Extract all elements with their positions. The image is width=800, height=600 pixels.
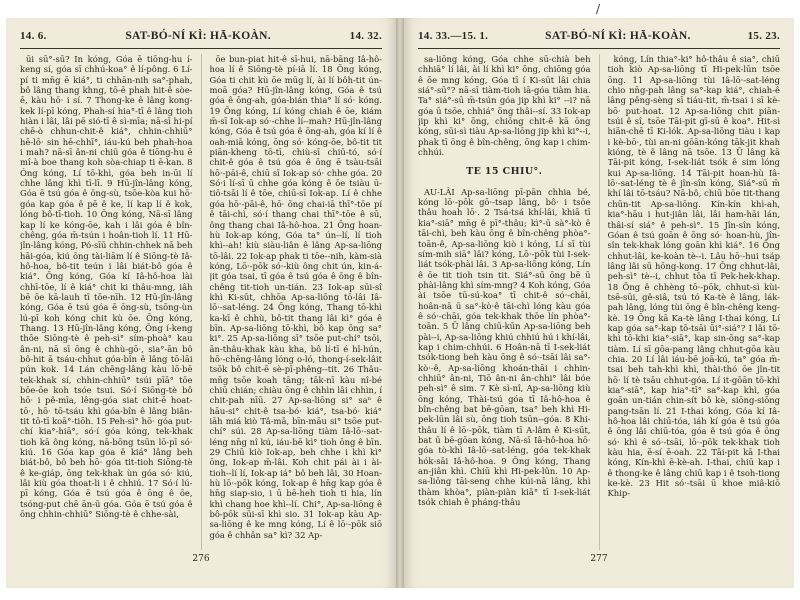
right-header-ref-start: 14. 33.—15. 1.: [418, 30, 489, 42]
left-header-ref-end: 14. 32.: [349, 30, 382, 42]
left-header-rule: [20, 48, 382, 49]
right-column-2-text: kóng, Lín thia°-ki° hô-thâu ê sia°, chiū tioh kiò Ap-sa-liōng tī Hi-pek-lūn tsōe ōng. 11 Ap-sa-liōng tùi Iâ-lō·-sat-léng chio nn̄g-pah lâng sa°-kap kiá°, chiah-ê lâng pêng-sèng sī tiáu-tit, m̄-tsai i sī kè-bō· put-hoat. 12 Ap-sa-liōng chit piān-tsúi ê sî, tsōe Tāi-pit gī-sū ê koa°. Hit-sì hiān-chē tī Ki-lók. Ap-sa-liōng tiàu i kap i kè-bō·, tùi an-ni gōān-kóng tāk-jit khah kióng, tè ê lâng nā tsōe. 13 Ū lâng kā Tāi-pit kóng, I-sek-liát tsók ê sim lóng kui Ap-sa-liōng. 14 Tāi-pit hoan-hù Iâ-lō·-sat-léng tè ê jîn-sîn kóng, Siá°-sū m̄ khí lâi tō-tsáu? Nā-bô, chiū bōe tit-thang chūn-tit Ap-sa-liōng. Kín-kín khì-ah, kia°-hāu i hut-jiân lâi, lâi ham-hāi lán, thâi-sí siá° ê peh-sì°. 15 Jîn-sîn kóng, Góan ê tsú goān ê ōng só· hoan-hù, jîn-sîn tek-khak lóng goān khì kiá°. 16 Ōng chhut-lâi, ke-koàn tè--i. Lâu hō·-hui tsáp lâng lâi sū hōng-kong. 17 Ōng chhut-lâi, peh-sì° tè--i, chhut tōa tī Pek-hek-khap. 18 Ōng ê chhèng tō·-pōk, chhut-sì kùi-tsē-sūi, gê-siâ, tsú tó Ka-tè ê lâng, lák-pah lâng, lóng tùi ōng ê bîn-chêng keng-kè. 19 Ōng kā Ka-tè lâng I-thai kóng, Lí kap góa sa°-kap tō-tsāi ūi°-siá°? I lâi tō-khì tō-khi kia°-siā°, kap sin-ōng sa°-kap tiàm. Lí sī gōa-pang lâng chhut-gōa kàu chia. 20 Lí lâi iáu-bē joā-kú, ta° góa m̄-tsai beh tah-khì khì, thài-thó ōe jîn-tit hō· lí tè tsāu chhut-góa. Lí it-gōān tō-khì kia°-siā°, kap hia°-tī° sa°-kap khì, góa goān un-tián chin-sít bô kè, siōng-siōng pang-tsān lí. 21 I-thai kóng, Góa kí Iâ-hô-hoa lâi chiū-tóa, iáh kí góa ê tsú góa ê ōng lâi chiū-tóa, góa ê tsú góa ê ōng só· khì ê só·-tsāi, lō·-pōk tek-khak tioh kàu hia, ē-sí ē-oah. 22 Tāi-pit kā I-thai kóng, Kín-khì ē-kè-ah. I-thai, chiū kap i ê thong-ke ê lâng chiū kap i ê tsoh-tiong ke-kè. 23 Hit só·-tsāi ū khoe miâ-kiō Khip-: [607, 54, 780, 499]
right-header-title: SAT-BÓ-NÍ KÌ: HĀ-KOÀN.: [545, 30, 691, 42]
left-header-title: SAT-BÓ-NÍ KÌ: HĀ-KOÀN.: [125, 30, 271, 42]
right-column-2: [608, 54, 781, 550]
book-gutter: [396, 18, 404, 588]
right-page: [404, 18, 794, 588]
margin-mark: /: [596, 2, 601, 16]
right-column-divider: [599, 54, 600, 550]
right-page-header: [418, 30, 780, 46]
right-column-1: [418, 54, 591, 550]
left-page: [6, 18, 396, 588]
left-page-header: [20, 30, 382, 46]
right-header-rule: [418, 48, 780, 49]
left-column-2-text: ōe bun-piat hit-ê sī-hui, nā-bāng Iâ-hô-hoa lí ê Siōng-tè pí-iā lí. 18 Ōng kóng, Góa ti chit kù ōe mūg lí, ài lí bôh-tit ún-moā góa? Hū-jîn-lâng kóng, Góa ê tsú góa ê ōng-ah, góa-bián thia° lí só· kóng. 19 Ōng kóng, Lí kóng chiah ê ōe, kiám m̄-sī Iok-ap só·-chhe lí--mah? Hū-jîn-lâng kóng, Góa ê tsú góa ê ōng-ah, góa kí lí ê oah-miā kóng, ōng só· kóng-ōe, bô-tit tit piān-kheng tō-tī, chiù-sī chiū-tó, só·í chit-ê góa ê tsú góa ê ōng ē tsàu-tsāi hō·-pāi-ê, chiū sī Iok-ap só· chhe góa. 20 Só·i lí-sī ū chhe góa kóng ê ōe tsiàu ū-tiō-tsāi lí ê tōe, chiū-sī Iok-ap. Lí ê chhe góa hō·-pāi-ê, hō· ōng chai-iā thī°-tōe pí ê tāi-chì, só·í thang chai thī°-tōe ê sū, ông thang chai Iâ-hô-hoa. 21 Ōng hoan-hù Iok-ap kóng, Góa ta° ún--lí, lí tioh khì--ah! kiù siàu-liân ê lâng Ap-sa-liōng tō-lâi. 22 Iok-ap phak ti tōe--nih, kàm-sià kóng, Lō·-pōk só·-kiù ông chit ún, kin-á-jit góa tsai, tī góa ê tsú góa ê ōng ê bîn-chêng tit-tioh un-tián. 23 Iok-ap sūi-sî khì Ki-sūt, chhōa Ap-sa-liōng tō-lâi Iâ-lō·-sat-léng. 24 Ōng kóng, Thang tō-khì ka-kī ê chhù, bô-tit thang lâi kì° góa ê bīn. Ap-sa-liōng tō-khì, bô kap ōng sa° ki°. 25 Ap-sa-liōng sī° tsōe put-chí° tsōi, ān-thâu-khak kàu kha, bô lí-tī é hî-hún, hō·-chēng-lâng lóng o-ló, thong-í-sek-lâit tsōk bô chit-ē sè-pī-phêng--tit. 26 Thâu-mn̄g tsōe koah tāng; tāk-nī kàu nî-bé chiū chián; chiàu ōng ê chhìn lâi chhìn, í chit-pah nīū. 27 Ap-sa-liōng si° saⁿ ê hāu-si° chit-ê tsa-bó· kiá°, tsa-bó· kiá° iāh miá kiò Tâ-mā, bīn-māu si° tsōe put-chí° súi. 28 Ap-sa-liōng tiàm Iâ-lō·-sat-léng nn̄g nî kú, iáu-bē kì° tioh ōng ê bīn. 29 Chiū kiò Iok-ap, beh chhe i khì kì° ōng, Iok-ap m̄-lâi. Koh chit pái ài i ài-tioh--lí lí, Iok-ap iá° bô beh lâi, 30 Hoan-hù lō·-pōk kóng, Iok-ap ê hn̄g kap góa ê hn̄g siap-sio, i ū bē-heh tioh ti hia, lín khì chang hoe khì--lí. Chi°, Ap-sa-liōng ê bô-pōk sūi-sī khì sio. 31 Iok-ap kàu Ap-sa-liōng ê ke mng kóng, Lí ê lō·-pōk siō góa ê chhân sa° kì? 32 Ap-: [209, 54, 382, 540]
left-columns: [20, 54, 382, 550]
right-columns: [418, 54, 780, 550]
right-column-1-bottom-text: AU-LÂI Ap-sa-liōng pī-pān chhia bé, kóng lō·-pōk gō·-tsap lâng, bô· i tsōe thâu hoah lō·. 2 Tsá-tsá khí-lâi, khiā tī kia°-siā° mn̄g ê pī°-thâu; kì°-ū sà°-kò ê tāi-chì, beh kàu ōng ê bîn-chêng phòa°-toān-ê, Ap-sa-liōng kiò i kóng, Lí sī tùi sím-mih siā° lâi? kóng, Lō·-pōk tùi I-sek-liát tsók-phài lâi. 3 Ap-sa-liōng kóng, Lín ê ōe tit tioh tsin tit. Siá°-sū ōng bē ū phài-lâng khì sím-mng? 4 Koh kóng, Góa ài tsōe tū-sú-koa° tī chit-ê só·-chāi, hoân-nā ū sa°-kò·ê tāi-chì lóng kàu góa ê só·-chāi, góa tek-khak thōe lín phòa°-toān. 5 Ū lâng chiū-kūn Ap-sa-liōng beh pài--i, Ap-sa-liōng khiú chhiú hú i khí-lâi, kap i chim-chhúi. 6 Hoân-nā tī I-sek-liát tsók-tiong beh kàu ōng ê só·-tsāi lâi sa°-kò·-ê, Ap-sa-liōng khoán-thāi i chhin-chhiū° ân-ni, Tiō ân-ni ân-chhi° lâi bóe peh-sì° ê sim. 7 Kè sì-nî, Ap-sa-liōng kiù ōng kóng, Thài-tsú góa tī Iâ-hô-hoa ê bîn-chêng bat bē-gōan, tsa° beh khì Hi-pek-lūn lâi sù, ōng tioh tsūn--góa. 8 Khi-thâu lí ê lō·-pōk, tiàm tī A-lâm ê Ki-sūt, bat ū bē-gōan kóng, Nā-sī Iâ-hô-hoa hō· góa tò-khì Iâ-lō·-sat-léng, góa tek-khak hók-sāi Iâ-hô-hoa. 9 Ōng kóng, Thang an-jiân khì. Chiū khì Hi-pek-lûn. 10 Ap-sa-liōng tāi-seng chhe kúi-nā lâng, khì thàm khòa°, piàn-piàn kiā° tī I-sek-liát tsók chiah ê pháng-thâu: [418, 186, 591, 508]
right-page-number: 277: [590, 554, 608, 564]
left-column-divider: [201, 54, 202, 550]
chapter-heading: TE 15 CHIU°.: [466, 166, 543, 178]
left-column-1-text: ūi sū°-sū? In kóng, Góa ē tiōng-hu í-keng sí, góa sī chhú-koa° ê lí-pông. 6 Lí-pí ti mn̄g ē kiá°, ti chhān-nih sa°-phah, bô lâng thang khng, tō-ē phah hit-ê sòe-ē, kàu hō· i sí. 7 Thong-ke ê lâng kong-kek lí-pī kóng, Phah-sí hia°-tī ê lâng tioh hiàn i lâi, lâi pē sió-tī ê sì-mīa; nā-sī hi-pí chē-ò chhun-chit-ê kiá°, chhin-chhiū° hē-lō· sin hē-chhī°, iáu-kú beh phah-hoa i mah? nā-sī ân-ni chiū góa ê tiōng-hu ē mî-à boe thang koh sòa-chiap ti ē-kan. 8 Óng kóng, Lí tō-khì, góa beh in-ūi lí chhe lâng khì tī-lī. 9 Hū-jîn-lâng kóng, Góa ē tsú góa ê ōng-sù, tsōe-kòa kui hō· góa kap góa ê pē ê ke, lí kap lí ê kok, lóng bô-tī-tioh. 10 Ōng kóng, Nā-sī lâng kap lí ke kóng-ōe, kah i lâi góa ê bîn-chêng, góa m̄-tsún i hoân-tioh lí. 11 Hū-jîn-lâng kóng, Pó-sīū chhin-chhek nā beh hāi-góa, kiú ōng tài-liām lí ê Siōng-tè Iâ-hô-hoa, bô-tit teún i lâi biát-bô góa ê kiá°. Ōng kóng, Góa kí Iâ-hô-hoa lài chhī-tōe, lí ê kiá° chit ki thâu-mng, iâh bē ōe kā-lauh tī tōe-nīh. 12 Hū-jîn-lâng kóng, Góa ē tsú góa ē ōng-sù, tsōng-ùn lú-pī koh kóng chit kù ōe. Ōng kóng, Thang. 13 Hū-jîn-lâng kóng, Ōng í-keng thōe Siōng-tè ê peh-sì° sím-phoà° kau ân-ni, nā sī ōng ê chhù-gō·, sia°-ān bô bô-hit ā tsáu-chhut góa-bîn ê lâng tō-lāi pún kok. 14 Lán chēng-lâng kàu lō·bē tek-khak sí, chhin-chhiū° tsúi pīā° tōe bōe-ōe koh tsóe tsui. Só·í Siōng-tè bô hō· i pê-mīa, lêng-góa siat chit-ē hoat-tō·, hō· tō-tsáu khì góa-bîn ê lâng biân-tit tō-tī koā°-tiōh. 15 Peh-sì° hō· góa put-chí kia°-hiā°, só·í góa kóng, tek-khak tioh kā ông kóng, nā-bōng tsūn lō-pī só· kiú. 16 Góa kap góa ê kiá° lâng beh biát-bô, bô beh hō· góa tit-tioh Siōng-tè ê ke-giáp, ōng tek-khak ùn góa só· kiú, lâi kiù góa thoat-li i ê chhiú. 17 Só·í lú-pī kóng, Góa ē tsú góa ê ōng ê ōe, tsóng-put chē ān-ū góa. Góa ē tsú góa ê ōng chhin-chhiū° Siōng-tè ê chhe-sài,: [20, 54, 193, 520]
left-header-ref-start: 14. 6.: [20, 30, 47, 42]
left-column-1: [20, 54, 193, 550]
right-column-1-top-text: sa-liōng kóng, Góa chhe sū-chià beh chhiā° lí lâi, ài lí khì ki° ōng, chiōng góa ê ōe mng kóng, Góa tī í Ki-sūt lâi chia siá°-sū°? nā-sī tiàm-tioh iā-góa tiàm hia. Ta° siá°-sū m̄-tsún góa jip khì ki° --i? nā góa ū tsōe, chhiá° ōng thâi--sí. 33 Iok-ap jip khì ki° ōng, chiōng chit-ê kā ōng kóng, sūi-sì tiàu Ap-sa-liōng jip khì ki°--i, phak tī ōng ê bîn-chêng, ōng kap i chim-chhúi.: [418, 54, 591, 158]
left-column-2: [210, 54, 383, 550]
right-header-ref-end: 15. 23.: [747, 30, 780, 42]
left-page-number: 276: [192, 554, 210, 564]
